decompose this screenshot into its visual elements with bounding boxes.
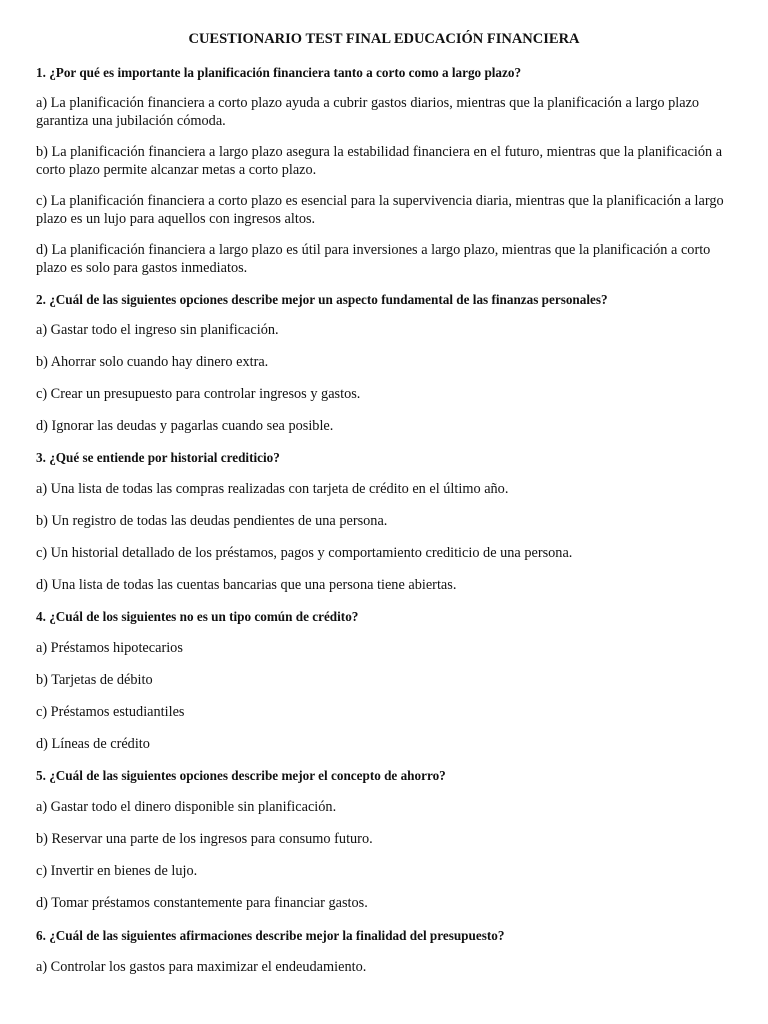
question-1-option-c: c) La planificación financiera a corto plazo es esencial para la supervivencia diaria, mientras que la planificación a largo plazo es un lujo para aquellos con ingresos altos. (36, 193, 724, 227)
question-5-option-c: c) Invertir en bienes de lujo. (36, 863, 198, 879)
question-2-option-d: d) Ignorar las deudas y pagarlas cuando sea posible. (36, 418, 334, 434)
question-4-option-d: d) Líneas de crédito (36, 736, 150, 752)
document-title: CUESTIONARIO TEST FINAL EDUCACIÓN FINANCIERA (188, 31, 580, 47)
question-2-option-a: a) Gastar todo el ingreso sin planificación. (36, 322, 279, 338)
question-3-option-c: c) Un historial detallado de los préstamos, pagos y comportamiento crediticio de una persona. (36, 545, 573, 561)
question-3-option-b: b) Un registro de todas las deudas pendientes de una persona. (36, 513, 388, 529)
question-2: 2. ¿Cuál de las siguientes opciones describe mejor un aspecto fundamental de las finanzas personales? (36, 292, 608, 307)
question-6: 6. ¿Cuál de las siguientes afirmaciones describe mejor la finalidad del presupuesto? (36, 928, 505, 943)
question-4-option-a: a) Préstamos hipotecarios (36, 640, 183, 656)
question-1-option-b: b) La planificación financiera a largo plazo asegura la estabilidad financiera en el futuro, mientras que la planificación a corto plazo permite alcanzar metas a corto plazo. (36, 144, 723, 178)
question-5-option-b: b) Reservar una parte de los ingresos para consumo futuro. (36, 831, 373, 847)
question-2-option-b: b) Ahorrar solo cuando hay dinero extra. (36, 354, 269, 370)
question-3: 3. ¿Qué se entiende por historial crediticio? (36, 450, 280, 465)
question-5-option-d: d) Tomar préstamos constantemente para financiar gastos. (36, 895, 368, 911)
question-5-option-a: a) Gastar todo el dinero disponible sin planificación. (36, 799, 337, 815)
question-4-option-c: c) Préstamos estudiantiles (36, 704, 185, 720)
question-6-option-a: a) Controlar los gastos para maximizar el endeudamiento. (36, 959, 367, 975)
question-1: 1. ¿Por qué es importante la planificación financiera tanto a corto como a largo plazo? (36, 65, 522, 80)
question-2-option-c: c) Crear un presupuesto para controlar ingresos y gastos. (36, 386, 361, 402)
question-3-option-a: a) Una lista de todas las compras realizadas con tarjeta de crédito en el último año. (36, 481, 509, 497)
question-3-option-d: d) Una lista de todas las cuentas bancarias que una persona tiene abiertas. (36, 577, 457, 593)
question-1-option-d: d) La planificación financiera a largo plazo es útil para inversiones a largo plazo, mientras que la planificación a corto plazo es solo para gastos inmediatos. (36, 242, 711, 276)
question-5: 5. ¿Cuál de las siguientes opciones describe mejor el concepto de ahorro? (36, 768, 446, 783)
question-4: 4. ¿Cuál de los siguientes no es un tipo común de crédito? (36, 609, 359, 624)
question-4-option-b: b) Tarjetas de débito (36, 672, 153, 688)
question-1-option-a: a) La planificación financiera a corto plazo ayuda a cubrir gastos diarios, mientras que la planificación a largo plazo garantiza una jubilación cómoda. (36, 95, 700, 129)
